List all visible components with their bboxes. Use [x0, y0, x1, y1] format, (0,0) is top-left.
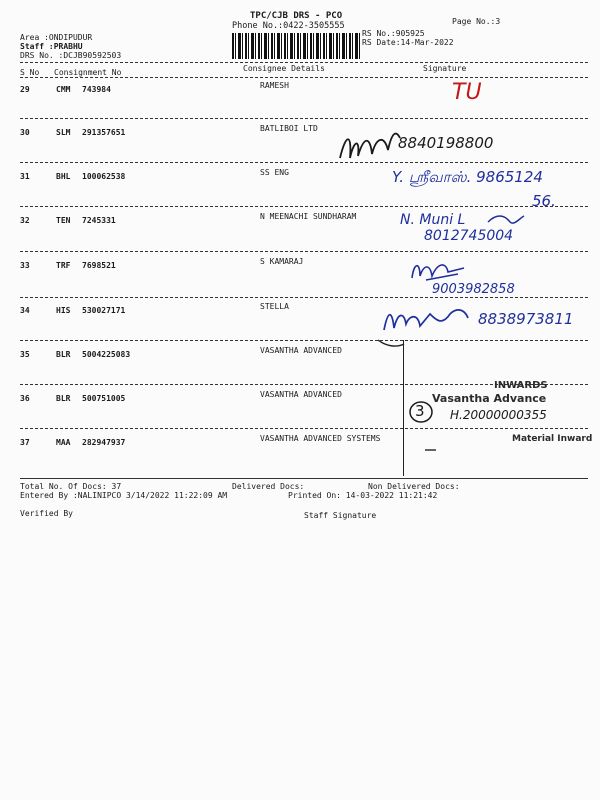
stamp-text: INWARDS: [494, 380, 548, 391]
row-number: 743984: [82, 85, 111, 94]
pen-stroke: [376, 336, 406, 356]
pen-stroke: [424, 446, 438, 454]
row-consignee: SS ENG: [260, 168, 289, 177]
handwritten-phone: 9003982858: [432, 282, 515, 297]
drs-number: DRS No. :DCJB90592503: [20, 51, 122, 60]
row-number: 291357651: [82, 128, 126, 137]
row-code: BLR: [56, 350, 71, 359]
document-title: TPC/CJB DRS - PCO: [250, 11, 343, 21]
row-divider: [20, 340, 588, 341]
signature-mark: [408, 258, 468, 284]
stamp-text: Vasantha Advance: [432, 392, 547, 405]
row-sno: 33: [20, 261, 30, 270]
row-sno: 37: [20, 438, 30, 447]
stamp-text: Material Inward: [512, 434, 593, 444]
row-number: 282947937: [82, 438, 126, 447]
pen-stroke: [403, 340, 404, 476]
total-docs: Total No. Of Docs: 37: [20, 482, 122, 491]
col-signature: Signature: [423, 64, 467, 73]
row-number: 7245331: [82, 216, 116, 225]
staff-label: Staff :PRABHU: [20, 42, 83, 51]
row-code: MAA: [56, 438, 71, 447]
row-divider: [20, 251, 588, 252]
row-code: HIS: [56, 306, 71, 315]
signature-mark: [336, 128, 406, 168]
non-delivered-docs: Non Delivered Docs:: [368, 482, 460, 491]
row-consignee: STELLA: [260, 302, 289, 311]
handwritten-phone: 8012745004: [424, 228, 514, 244]
handwritten-note: TU: [452, 80, 482, 105]
row-consignee: VASANTHA ADVANCED: [260, 346, 342, 355]
row-code: CMM: [56, 85, 71, 94]
delivered-docs: Delivered Docs:: [232, 482, 305, 491]
row-divider: [20, 428, 588, 429]
handwritten-name: N. Muni L: [400, 212, 466, 228]
row-sno: 29: [20, 85, 30, 94]
barcode: [232, 33, 360, 59]
col-consignment: Consignment No: [54, 68, 122, 77]
verified-by: Verified By: [20, 509, 73, 518]
row-code: BLR: [56, 394, 71, 403]
staff-signature: Staff Signature: [304, 511, 377, 520]
handwritten-name: Y. ஸ்ரீவாஸ். 9865124: [392, 168, 543, 186]
page-number: Page No.:3: [452, 17, 501, 26]
row-number: 530027171: [82, 306, 126, 315]
rs-number: RS No.:905925: [362, 29, 425, 38]
row-number: 5004225083: [82, 350, 131, 359]
row-sno: 36: [20, 394, 30, 403]
row-code: TEN: [56, 216, 71, 225]
circle-mark: [407, 400, 435, 424]
entered-by: Entered By :NALINIPCO 3/14/2022 11:22:09 AM: [20, 491, 228, 500]
printed-on: Printed On: 14-03-2022 11:21:42: [288, 491, 438, 500]
row-sno: 31: [20, 172, 30, 181]
row-divider: [20, 118, 588, 119]
row-sno: 30: [20, 128, 30, 137]
signature-mark: [378, 306, 470, 336]
row-divider: [20, 206, 588, 207]
col-sno: S No: [20, 68, 40, 77]
phone-number: Phone No.:0422-3505555: [232, 21, 345, 31]
signature-mark: [486, 208, 526, 228]
row-number: 100062538: [82, 172, 126, 181]
footer-divider: [20, 478, 588, 479]
header-divider: [20, 62, 588, 63]
row-consignee: BATLIBOI LTD: [260, 124, 318, 133]
handwritten-code: H.20000000355: [450, 408, 547, 422]
col-consignee: Consignee Details: [243, 64, 325, 73]
row-sno: 32: [20, 216, 30, 225]
row-consignee: RAMESH: [260, 81, 289, 90]
row-consignee: N MEENACHI SUNDHARAM: [260, 212, 357, 221]
row-consignee: S KAMARAJ: [260, 257, 304, 266]
rs-date: RS Date:14-Mar-2022: [362, 38, 454, 47]
row-sno: 34: [20, 306, 30, 315]
row-code: TRF: [56, 261, 71, 270]
handwritten-phone: 8838973811: [478, 310, 574, 328]
handwritten-note: 56.: [532, 192, 556, 210]
row-consignee: VASANTHA ADVANCED: [260, 390, 342, 399]
row-number: 7698521: [82, 261, 116, 270]
row-divider: [20, 162, 588, 163]
handwritten-phone: 8840198800: [398, 134, 494, 152]
row-consignee: VASANTHA ADVANCED SYSTEMS: [260, 434, 381, 443]
handwritten-number: 3: [415, 402, 425, 420]
row-code: SLM: [56, 128, 71, 137]
row-divider: [20, 297, 588, 298]
row-sno: 35: [20, 350, 30, 359]
area-label: Area :ONDIPUDUR: [20, 33, 93, 42]
row-number: 500751005: [82, 394, 126, 403]
row-code: BHL: [56, 172, 71, 181]
columns-divider: [20, 77, 588, 78]
